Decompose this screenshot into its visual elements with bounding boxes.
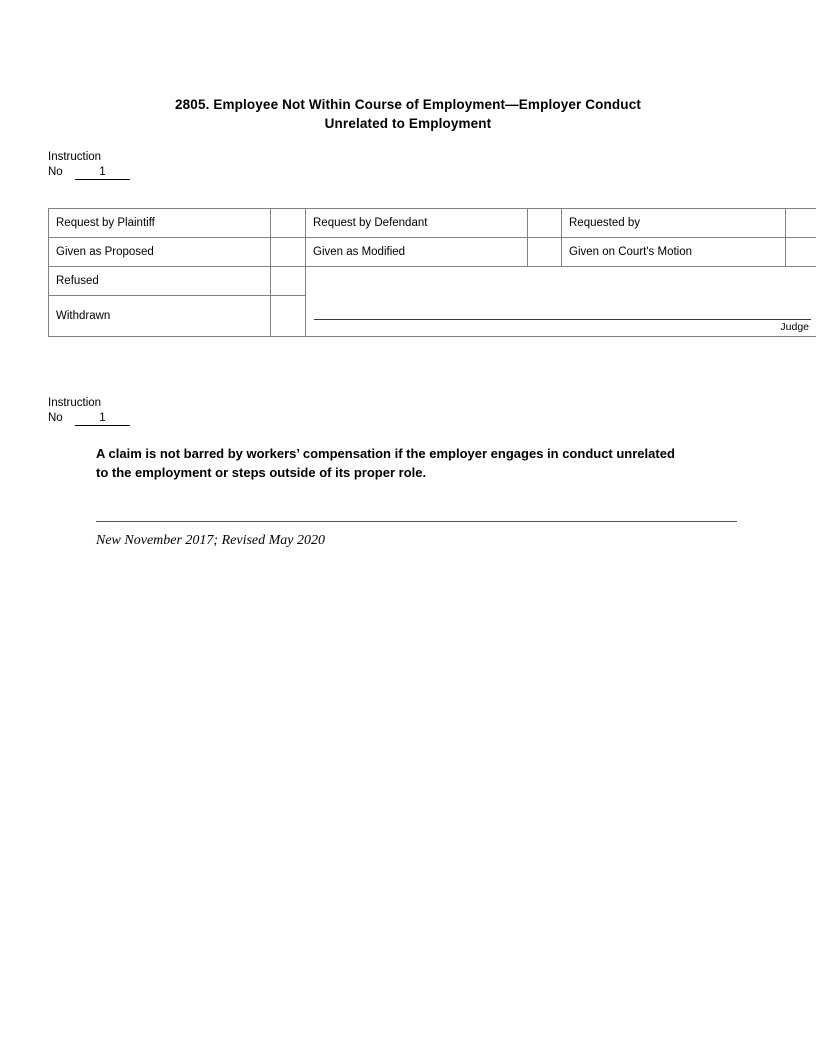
instruction-no-label-top: No [48, 165, 63, 178]
checkbox-withdrawn[interactable] [271, 296, 306, 337]
instruction-no-row-bottom [48, 411, 130, 426]
page-title [108, 96, 708, 133]
cell-given-as-modified: Given as Modified [306, 238, 528, 267]
cell-refused: Refused [49, 267, 271, 296]
instruction-no-field-bottom[interactable]: 1 [75, 412, 130, 426]
cell-requested-by: Requested by [562, 209, 786, 238]
instruction-no-row-top [48, 165, 130, 180]
page-title-line-1: 2805. Employee Not Within Course of Employment—Employer Conduct [175, 97, 641, 112]
cell-given-on-courts-motion: Given on Court's Motion [562, 238, 786, 267]
signature-wrap [314, 319, 811, 333]
cell-given-as-proposed: Given as Proposed [49, 238, 271, 267]
revision-note: New November 2017; Revised May 2020 [96, 533, 325, 548]
instruction-number-header-bottom [48, 396, 130, 426]
cell-request-by-plaintiff: Request by Plaintiff [49, 209, 271, 238]
table-row [49, 238, 816, 267]
table-row [49, 209, 816, 238]
checkbox-refused[interactable] [271, 267, 306, 296]
judge-signature-label: Judge [780, 321, 809, 333]
checkbox-given-as-proposed[interactable] [271, 238, 306, 267]
checkbox-request-by-plaintiff[interactable] [271, 209, 306, 238]
instruction-label-bottom: Instruction [48, 397, 102, 409]
instruction-label-top: Instruction [48, 151, 102, 163]
instruction-body-text: A claim is not barred by workers’ compensation if the employer engages in conduct unrelated to the employment or steps outside of its proper role. [96, 446, 675, 480]
judge-signature-line[interactable] [314, 319, 811, 320]
checkbox-requested-by[interactable] [786, 209, 816, 238]
checkbox-given-on-courts-motion[interactable] [786, 238, 816, 267]
instruction-number-header-top [48, 150, 130, 180]
page-title-line-2: Unrelated to Employment [324, 115, 492, 131]
checkbox-given-as-modified[interactable] [528, 238, 562, 267]
table-row [49, 267, 816, 296]
instruction-no-field-top[interactable]: 1 [75, 166, 130, 180]
cell-withdrawn: Withdrawn [49, 296, 271, 337]
footer-divider [96, 521, 737, 522]
disposition-table [48, 208, 816, 337]
checkbox-request-by-defendant[interactable] [528, 209, 562, 238]
judge-signature-area [306, 267, 816, 337]
instruction-no-label-bottom: No [48, 411, 63, 424]
cell-request-by-defendant: Request by Defendant [306, 209, 528, 238]
